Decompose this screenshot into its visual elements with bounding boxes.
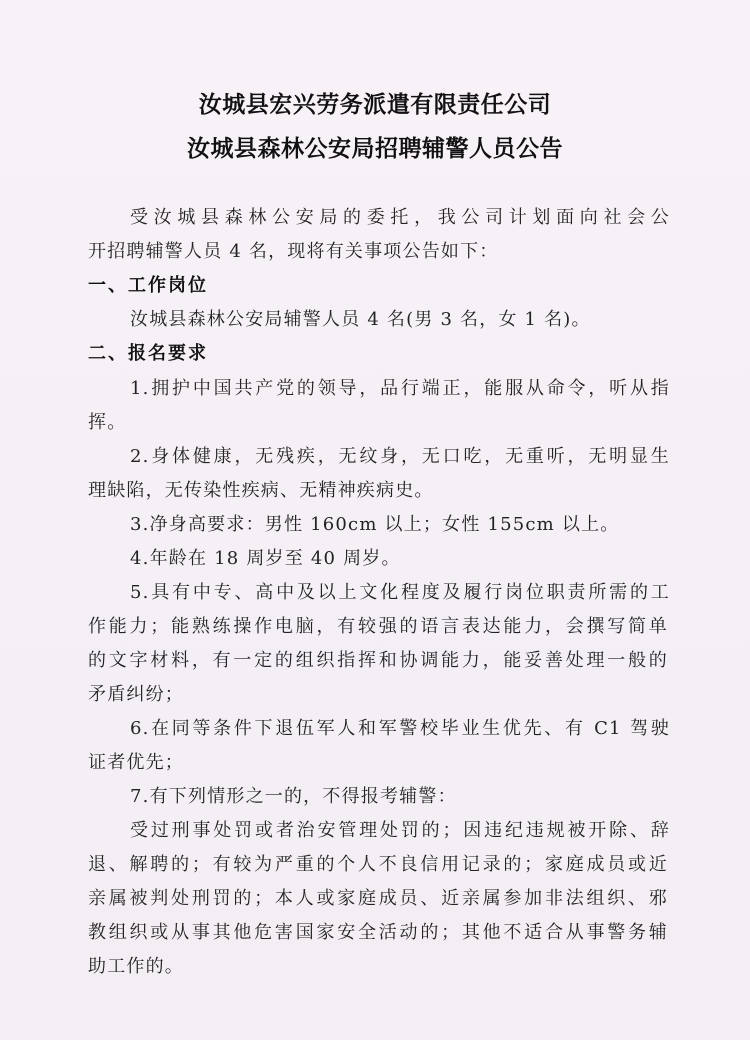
- scan-artifact: [660, 946, 750, 958]
- requirement-1-line-1: 1.拥护中国共产党的领导，品行端正，能服从命令，听从指: [130, 378, 670, 399]
- requirement-4: 4.年龄在 18 周岁至 40 周岁。: [130, 548, 401, 569]
- disqualification-line-2: 退、解聘的；有较为严重的个人不良信用记录的；家庭成员或近: [88, 854, 668, 875]
- requirement-5-line-4: 矛盾纠纷；: [88, 684, 184, 705]
- requirement-3: 3.净身高要求：男性 160cm 以上；女性 155cm 以上。: [130, 514, 620, 535]
- requirement-5-line-1: 5.具有中专、高中及以上文化程度及履行岗位职责所需的工: [130, 582, 670, 603]
- disqualification-line-1: 受过刑事处罚或者治安管理处罚的；因违纪违规被开除、辞: [130, 820, 670, 841]
- section-heading-requirements: 二、报名要求: [88, 343, 208, 364]
- requirement-1-line-2: 挥。: [88, 412, 127, 433]
- announcement-title: 汝城县森林公安局招聘辅警人员公告: [187, 136, 563, 162]
- disqualification-line-4: 教组织或从事其他危害国家安全活动的；其他不适合从事警务辅: [88, 922, 668, 943]
- company-title: 汝城县宏兴劳务派遣有限责任公司: [198, 92, 552, 118]
- requirement-5-line-3: 的文字材料，有一定的组织指挥和协调能力，能妥善处理一般的: [88, 650, 668, 671]
- positions-text: 汝城县森林公安局辅警人员 4 名(男 3 名，女 1 名)。: [130, 309, 591, 330]
- requirement-7: 7.有下列情形之一的，不得报考辅警：: [130, 786, 457, 807]
- disqualification-line-5: 助工作的。: [88, 956, 184, 977]
- requirement-6-line-1: 6.在同等条件下退伍军人和军警校毕业生优先、有 C1 驾驶: [130, 718, 670, 739]
- intro-line-1: 受汝城县森林公安局的委托，我公司计划面向社会公: [130, 207, 670, 228]
- requirement-5-line-2: 作能力；能熟练操作电脑，有较强的语言表达能力，会撰写简单: [88, 616, 668, 637]
- requirement-2-line-2: 理缺陷，无传染性疾病、无精神疾病史。: [88, 480, 434, 501]
- section-heading-positions: 一、工作岗位: [88, 275, 208, 296]
- disqualification-line-3: 亲属被判处刑罚的；本人或家庭成员、近亲属参加非法组织、邪: [88, 888, 668, 909]
- intro-line-2: 开招聘辅警人员 4 名，现将有关事项公告如下：: [88, 241, 499, 262]
- requirement-6-line-2: 证者优先；: [88, 752, 184, 773]
- requirement-2-line-1: 2.身体健康，无残疾，无纹身，无口吃，无重听，无明显生: [130, 446, 670, 467]
